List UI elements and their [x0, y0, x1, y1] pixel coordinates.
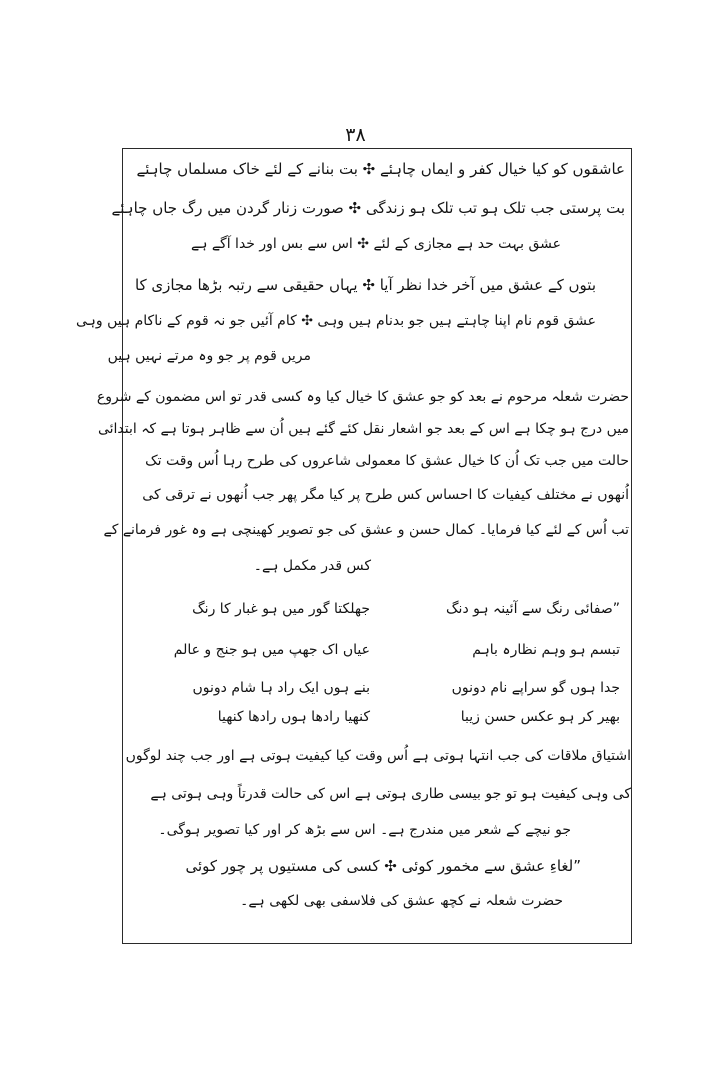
verse-row [140, 638, 620, 664]
poem-line: مریں قوم پر جو وہ مرتے نہیں ہیں [107, 348, 311, 364]
prose-line: حضرت شعلہ مرحوم نے بعد کو جو عشق کا خیال کیا وہ کسی قدر تو اس مضمون کے شروع [96, 389, 629, 405]
prose-line: تب اُس کے لئے کیا فرمایا۔ کمال حسن و عشق کی جو تصویر کھینچی ہے وہ غور فرمانے کے [103, 522, 629, 538]
verse-row [140, 705, 620, 731]
verse-row [140, 597, 620, 623]
verse-row [140, 676, 620, 702]
poem-line: عاشقوں کو کیا خیال کفر و ایماں چاہئے ✣ بت بنانے کے لئے خاک مسلماں چاہئے [136, 160, 625, 178]
prose-line: کس قدر مکمل ہے۔ [253, 558, 371, 574]
verse-right: تبسم ہو وہم نظارہ باہم [472, 642, 620, 658]
verse-left: جھلکتا گور میں ہو غبار کا رنگ [192, 601, 370, 617]
verse-right: بھیر کر ہو عکس حسن زیبا [460, 709, 620, 725]
verse-right: ”صفائی رنگ سے آئینہ ہو دنگ [446, 601, 620, 617]
poem-line: بت پرستی جب تلک ہو تب تلک ہو زندگی ✣ صورت زنار گردن میں رگ جاں چاہئے [111, 199, 625, 217]
poem-line: عشق بہت حد ہے مجازی کے لئے ✣ اس سے بس اور خدا آگے ہے [190, 236, 561, 252]
prose-line: اُنھوں نے مختلف کیفیات کا احساس کس طرح پر کیا مگر پھر جب اُنھوں نے ترقی کی [142, 487, 629, 503]
verse-right: جدا ہوں گو سراپے نام دونوں [451, 680, 620, 696]
prose-line: میں درج ہو چکا ہے اس کے بعد جو اشعار نقل کئے گئے ہیں اُن سے ظاہر ہوتا ہے کہ ابتدائی [97, 421, 629, 437]
poem-line: عشق قوم نام اپنا چاہتے ہیں جو بدنام ہیں وہی ✣ کام آئیں جو نہ قوم کے ناکام ہیں وہی [75, 313, 596, 329]
verse-left: بنے ہوں ایک راد ہا شام دونوں [192, 680, 370, 696]
verse-left: عیاں اک جھپ میں ہو جنج و عالم [173, 642, 370, 658]
prose-line: حالت میں جب تک اُن کا خیال عشق کا معمولی شاعروں کی طرح رہا اُس وقت تک [145, 453, 629, 469]
prose-line: اشتیاق ملاقات کی جب انتہا ہوتی ہے اُس وقت کیا کیفیت ہوتی ہے اور جب چند لوگوں [125, 748, 631, 764]
prose-line: حضرت شعلہ نے کچھ عشق کی فلاسفی بھی لکھی ہے۔ [240, 893, 563, 909]
page-number: ۳۸ [345, 124, 366, 146]
poem-line: ”لغاءِ عشق سے مخمور کوئی ✣ کسی کی مستیوں پر چور کوئی [185, 857, 581, 875]
poem-line: بتوں کے عشق میں آخر خدا نظر آیا ✣ یہاں حقیقی سے رتبہ بڑھا مجازی کا [134, 276, 596, 294]
verse-left: کنھیا رادھا ہوں رادھا کنھیا [217, 709, 370, 725]
prose-line: کی وہی کیفیت ہو تو جو بیسی طاری ہوتی ہے اس کی حالت قدرتاً وہی ہوتی ہے [150, 786, 631, 802]
prose-line: جو نیچے کے شعر میں مندرج ہے۔ اس سے بڑھ کر اور کیا تصویر ہوگی۔ [158, 822, 571, 838]
